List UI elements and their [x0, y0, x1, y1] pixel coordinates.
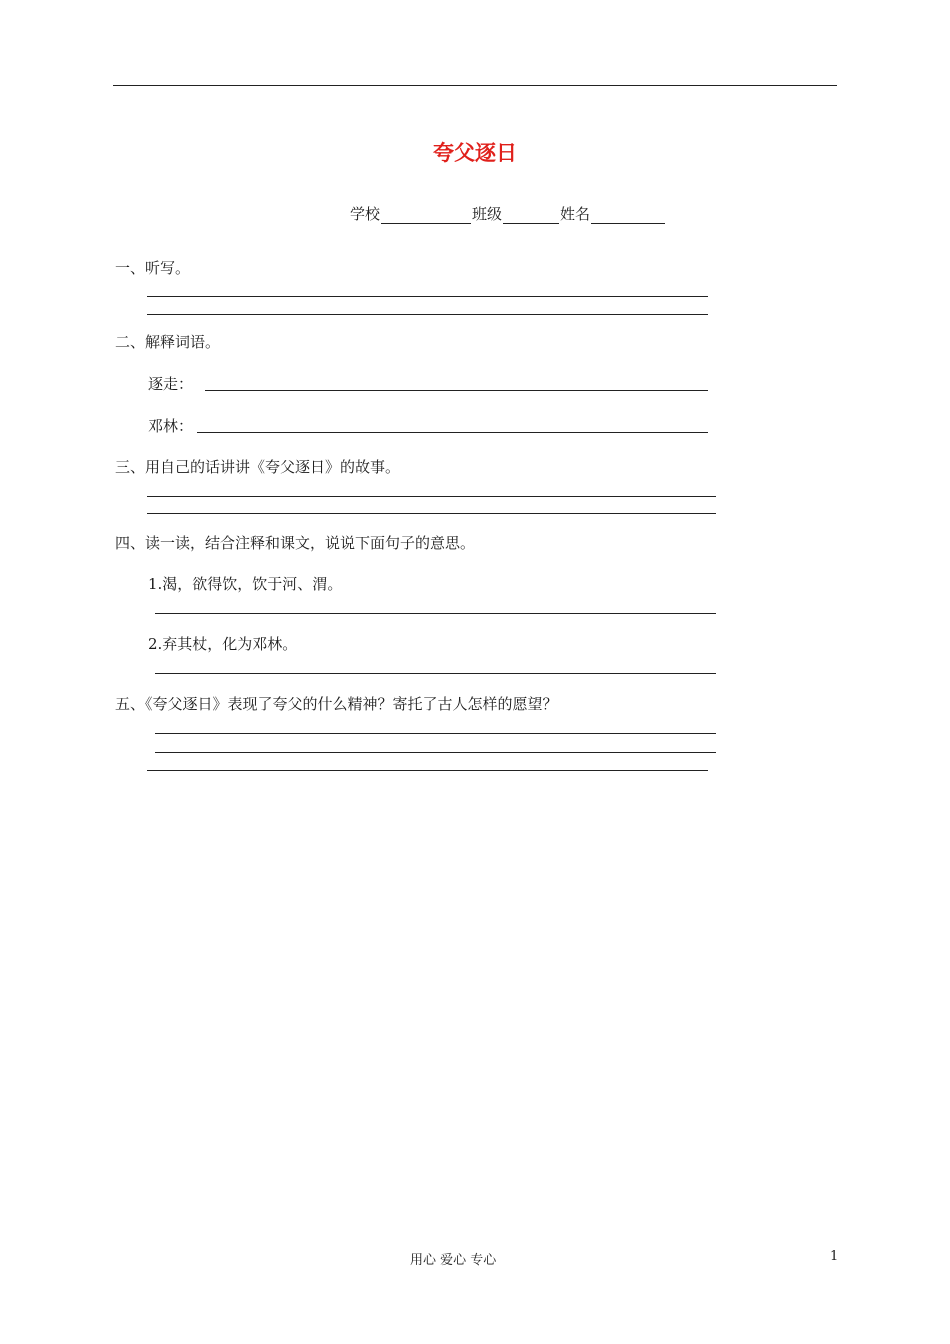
term-zhuzou: 逐走： [148, 375, 194, 393]
term-denglin: 邓林： [148, 417, 194, 435]
question-1-label: 一、听写。 [115, 259, 191, 277]
answer-line-q5-2[interactable] [155, 752, 716, 753]
question-3-label: 三、用自己的话讲讲《夸父逐日》的故事。 [115, 458, 401, 476]
answer-line-q3-1[interactable] [147, 496, 716, 497]
question-2-label: 二、解释词语。 [115, 333, 221, 351]
answer-line-zhuzou[interactable] [205, 390, 708, 391]
answer-line-q1-2[interactable] [147, 314, 708, 315]
answer-line-s2[interactable] [155, 673, 716, 674]
answer-line-q5-3[interactable] [147, 770, 708, 771]
footer-motto: 用心 爱心 专心 [410, 1253, 497, 1268]
class-blank[interactable] [503, 207, 559, 224]
answer-line-q3-2[interactable] [147, 513, 716, 514]
sentence-2: 2.弃其杖，化为邓林。 [148, 635, 298, 653]
answer-line-denglin[interactable] [197, 432, 708, 433]
page-number: 1 [830, 1249, 839, 1264]
answer-line-q5-1[interactable] [155, 733, 716, 734]
answer-line-s1[interactable] [155, 613, 716, 614]
sentence-1: 1.渴，欲得饮，饮于河、渭。 [148, 575, 343, 593]
page-title: 夸父逐日 [433, 141, 517, 165]
class-label: 班级 [472, 205, 503, 223]
name-label: 姓名 [560, 205, 591, 223]
student-info-row [350, 203, 666, 224]
question-4-label: 四、读一读，结合注释和课文，说说下面句子的意思。 [115, 534, 476, 552]
answer-line-q1-1[interactable] [147, 296, 708, 297]
school-blank[interactable] [381, 207, 471, 224]
question-5-label: 五、《夸父逐日》表现了夸父的什么精神？寄托了古人怎样的愿望？ [115, 695, 558, 713]
header-rule [113, 85, 837, 86]
name-blank[interactable] [591, 207, 665, 224]
school-label: 学校 [350, 205, 381, 223]
